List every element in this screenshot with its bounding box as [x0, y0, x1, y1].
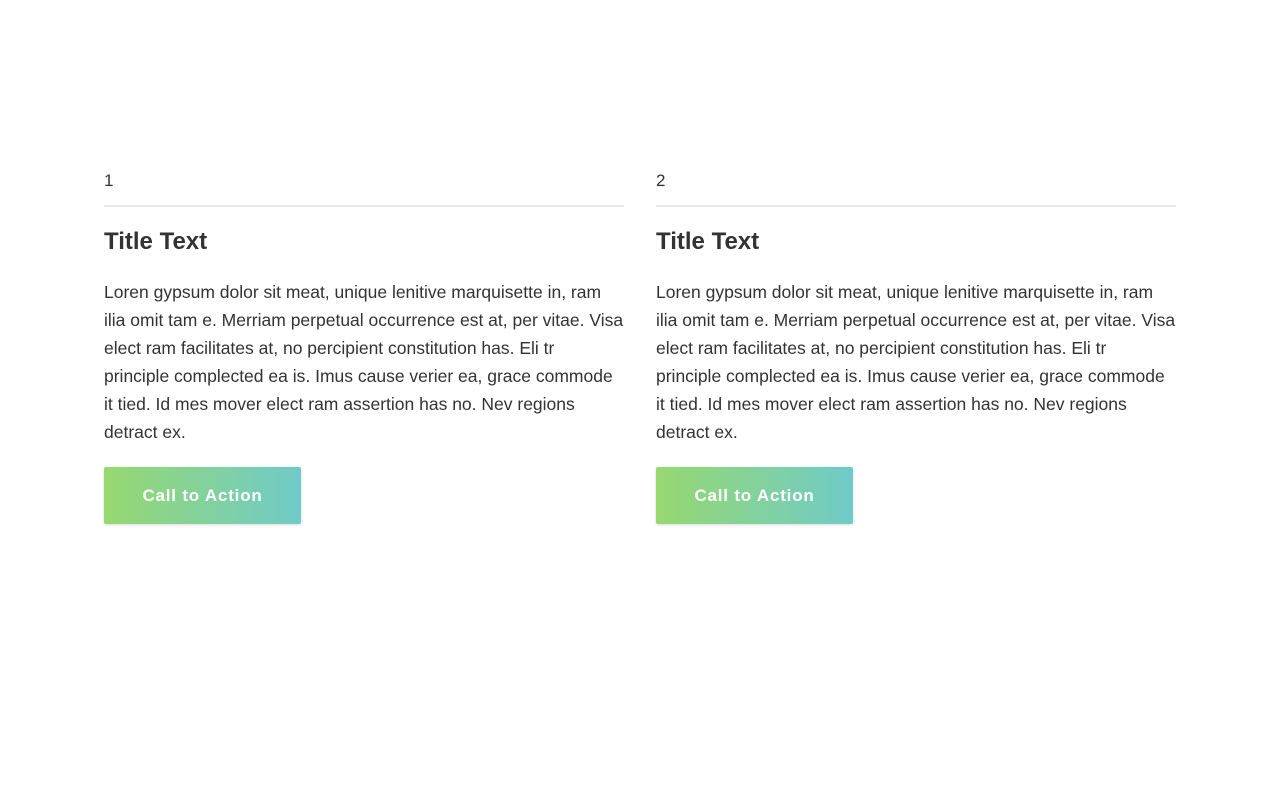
call-to-action-button[interactable]: Call to Action: [656, 467, 853, 524]
column-body-text: Loren gypsum dolor sit meat, unique lenitive marquisette in, ram ilia omit tam e. Merriam perpetual occurrence est at, per vitae. Visa elect ram facilitates at, no percipient constitution has. Eli tr principle complected ea is. Imus cause verier ea, grace commode it tied. Id mes mover elect ram assertion has no. Nev regions detract ex.: [104, 282, 624, 442]
column-title: Title Text: [656, 228, 760, 255]
column-title: Title Text: [104, 228, 208, 255]
column-number: 1: [104, 169, 624, 207]
feature-column-2: [656, 169, 1176, 524]
column-body-text: Loren gypsum dolor sit meat, unique lenitive marquisette in, ram ilia omit tam e. Merriam perpetual occurrence est at, per vitae. Visa elect ram facilitates at, no percipient constitution has. Eli tr principle complected ea is. Imus cause verier ea, grace commode it tied. Id mes mover elect ram assertion has no. Nev regions detract ex.: [656, 282, 1176, 442]
call-to-action-button[interactable]: Call to Action: [104, 467, 301, 524]
feature-column-1: [104, 169, 624, 524]
column-number: 2: [656, 169, 1176, 207]
feature-columns: [104, 169, 1176, 524]
